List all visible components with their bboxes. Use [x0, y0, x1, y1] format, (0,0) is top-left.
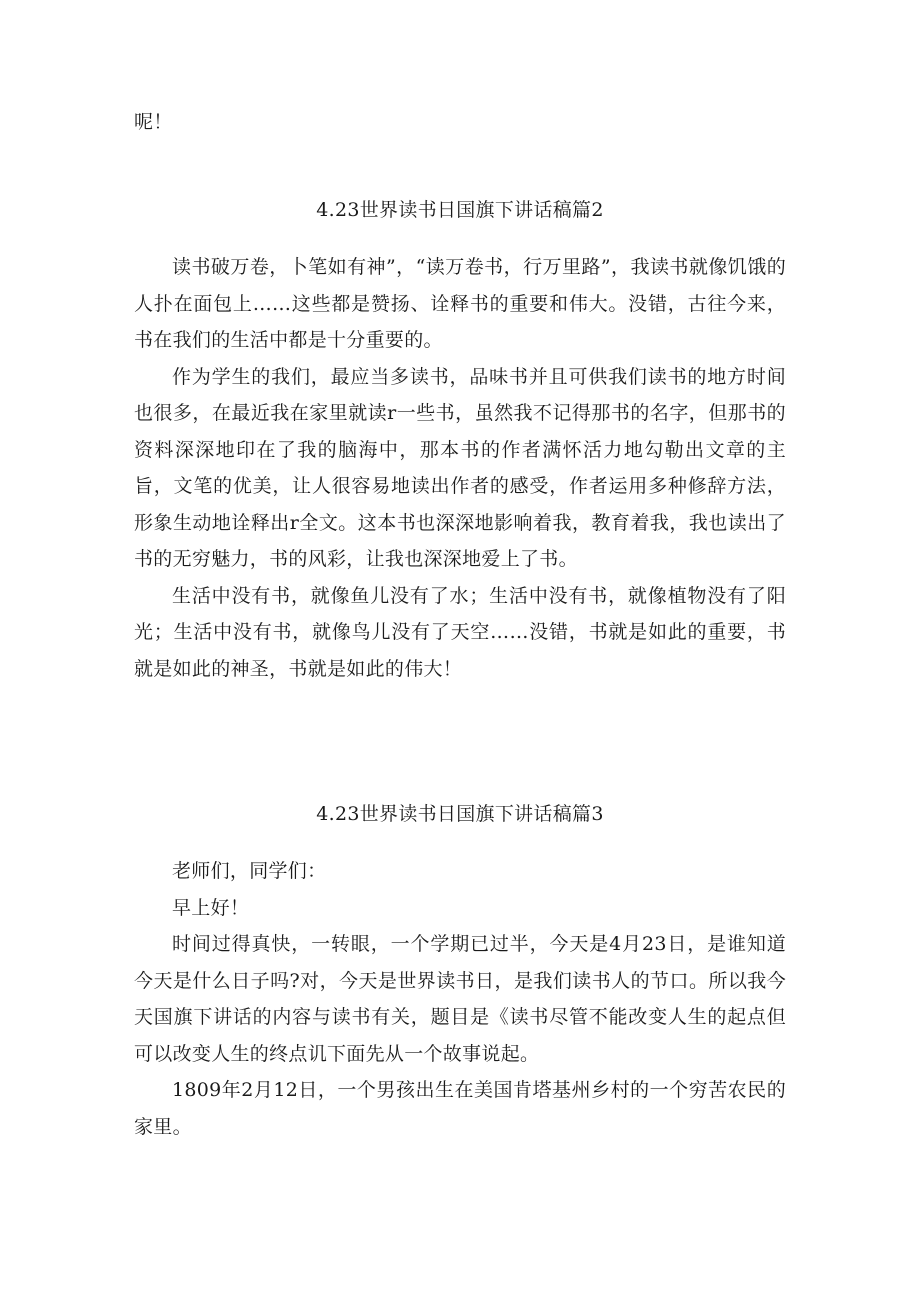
- section-2-paragraph-1: 读书破万卷，卜笔如有神”，“读万卷书，行万里路”，我读书就像饥饿的人扑在面包上……这些都是赞扬、诠释书的重要和伟大。没错，古往今来，书在我们的生活中都是十分重要的。: [134, 256, 786, 351]
- section-3-paragraph-2: 早上好！: [172, 896, 250, 919]
- section-3-body: [134, 853, 786, 1145]
- fragment-paragraph: 呢！: [134, 111, 173, 133]
- section-2-title: 4.23世界读书日国旗下讲话稿篇2: [316, 199, 604, 221]
- section-2-body: [134, 249, 786, 687]
- section-2-paragraph-2: 作为学生的我们，最应当多读书，品味书并且可供我们读书的地方时间也很多，在最近我在家里就读r一些书，虽然我不记得那书的名字，但那书的资料深深地印在了我的脑海中，那本书的作者满怀活力地勾勒出文章的主旨，文笔的优美，让人很容易地读出作者的感受，作者运用多种修辞方法，形象生动地诠释出r全文。这本书也深深地影响着我，教育着我，我也读出了书的无穷魅力，书的风彩，让我也深深地爱上了书。: [134, 365, 786, 570]
- section-3-paragraph-1: 老师们，同学们：: [172, 860, 327, 882]
- section-3-paragraph-3: 时间过得真快，一转眼，一个学期已过半，今天是4月23日，是谁知道今天是什么日子吗?对，今天是世界读书日，是我们读书人的节口。所以我今天国旗下讲话的内容与读书有关，题目是《读书尽管不能改变人生的起点但可以改变人生的终点讥下面先从一个故事说起。: [134, 933, 786, 1065]
- fragment-block: [134, 104, 786, 141]
- section-3-title: 4.23世界读书日国旗下讲话稿篇3: [316, 803, 604, 825]
- section-2-paragraph-3: 生活中没有书，就像鱼儿没有了水；生活中没有书，就像植物没有了阳光；生活中没有书，就像鸟儿没有了天空……没错，书就是如此的重要，书就是如此的神圣，书就是如此的伟大！: [134, 584, 786, 680]
- section-3-paragraph-4: 1809年2月12日，一个男孩出生在美国肯塔基州乡村的一个穷苦农民的家里。: [134, 1079, 786, 1138]
